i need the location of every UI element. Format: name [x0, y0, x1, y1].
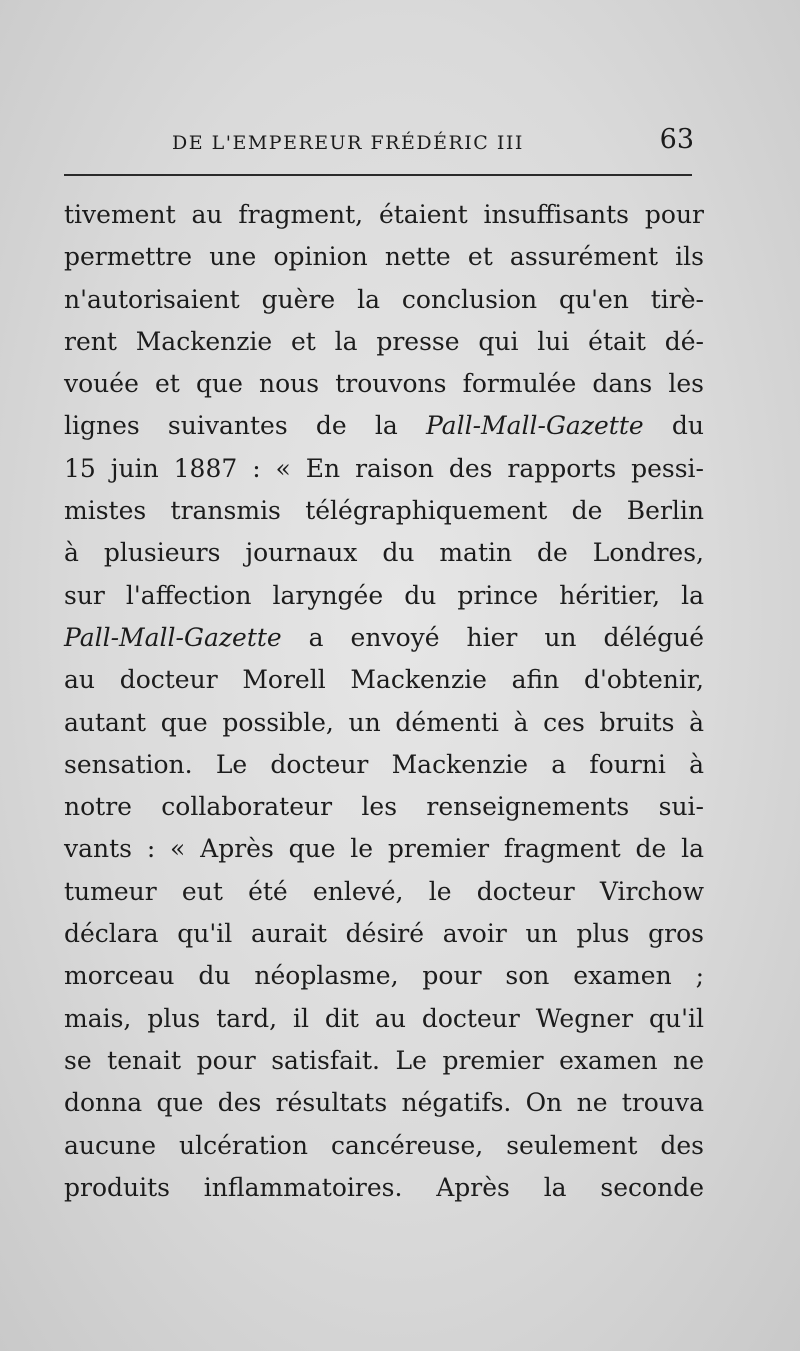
text-segment: tivement au fragment, étaient insuffisants pour: [64, 200, 704, 229]
text-line: [64, 1040, 704, 1082]
text-line: [64, 913, 704, 955]
text-line: [64, 448, 704, 490]
text-segment: rent Mackenzie et la presse qui lui était dé-: [64, 326, 704, 356]
text-segment: à plusieurs journaux du matin de Londres,: [64, 538, 704, 568]
text-line: [64, 405, 704, 447]
text-segment: n'autorisaient guère la conclusion qu'en tirè-: [64, 284, 704, 314]
text-line: [64, 532, 704, 574]
text-line: [64, 998, 704, 1040]
text-line: [64, 194, 704, 236]
text-segment: aucune ulcération cancéreuse, seulement des: [64, 1130, 704, 1160]
text-segment: lignes suivantes de la: [64, 411, 426, 441]
text-line: [64, 744, 704, 786]
text-line: [64, 321, 704, 363]
body-text: [64, 194, 704, 1209]
text-line: [64, 871, 704, 913]
text-line: [64, 1167, 704, 1209]
text-line: [64, 236, 704, 278]
text-segment: permettre une opinion nette et assurément ils: [64, 242, 704, 272]
text-segment: tumeur eut été enlevé, le docteur Virchow: [64, 876, 704, 906]
italic-title: Pall-Mall-Gazette: [425, 411, 644, 441]
text-segment: sensation. Le docteur Mackenzie a fourni à: [64, 749, 704, 779]
text-line: [64, 575, 704, 617]
text-line: [64, 617, 704, 659]
text-segment: donna que des résultats négatifs. On ne trouva: [64, 1088, 704, 1118]
text-segment: du: [643, 411, 704, 441]
text-segment: morceau du néoplasme, pour son examen ;: [64, 961, 704, 991]
text-line: [64, 828, 704, 870]
text-line: [64, 1082, 704, 1124]
text-segment: autant que possible, un démenti à ces bruits à: [64, 707, 704, 737]
text-line: [64, 363, 704, 405]
italic-title: Pall-Mall-Gazette: [64, 622, 282, 652]
text-segment: au docteur Morell Mackenzie afin d'obtenir,: [64, 665, 704, 695]
page-number: 63: [659, 124, 694, 155]
text-segment: déclara qu'il aurait désiré avoir un plus gros: [64, 919, 704, 949]
page-header: [64, 124, 696, 164]
text-line: [64, 659, 704, 701]
text-line: [64, 490, 704, 532]
text-line: [64, 702, 704, 744]
text-segment: se tenait pour satisfait. Le premier examen ne: [64, 1045, 704, 1075]
text-line: [64, 279, 704, 321]
running-title: DE L'EMPEREUR FRÉDÉRIC III: [172, 132, 524, 154]
text-segment: notre collaborateur les renseignements sui-: [64, 792, 704, 822]
text-segment: sur l'affection laryngée du prince héritier, la: [64, 580, 704, 610]
text-line: [64, 786, 704, 828]
text-segment: 15 juin 1887 : « En raison des rapports pessi-: [64, 453, 704, 483]
header-rule: [64, 174, 692, 176]
text-line: [64, 1125, 704, 1167]
text-segment: mistes transmis télégraphiquement de Berlin: [64, 496, 704, 526]
text-segment: vouée et que nous trouvons formulée dans les: [64, 369, 704, 399]
text-line: [64, 955, 704, 997]
text-segment: a envoyé hier un délégué: [281, 622, 704, 652]
text-segment: mais, plus tard, il dit au docteur Wegner qu'il: [64, 1003, 704, 1033]
text-segment: vants : « Après que le premier fragment de la: [64, 834, 704, 864]
text-segment: produits inflammatoires. Après la seconde: [64, 1172, 704, 1202]
